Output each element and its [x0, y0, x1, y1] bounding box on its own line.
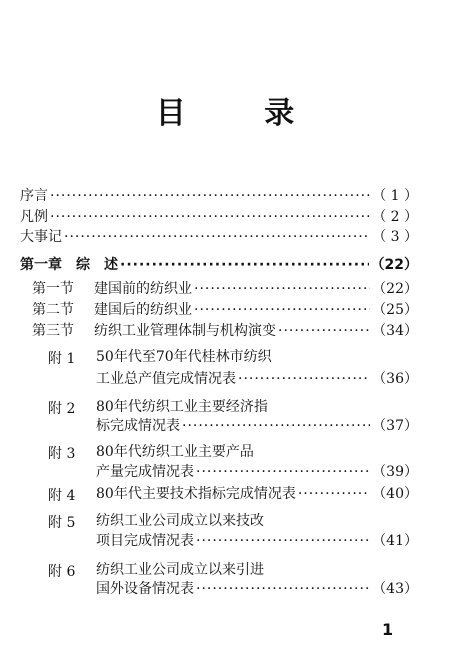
appendix-title-line2: 工业总产值完成情况表: [96, 371, 236, 387]
entry-page: （ 3 ）: [372, 229, 418, 245]
entry-label: 建国后的纺织业: [94, 302, 192, 318]
leader-dots: [194, 280, 370, 298]
entry-page: （22）: [370, 257, 418, 273]
toc-entry-preface: [20, 187, 418, 205]
entry-label: 序言: [20, 188, 48, 204]
appendix-title-line2: 产量完成情况表: [96, 464, 194, 480]
entry-label: 建国前的纺织业: [94, 281, 192, 297]
entry-page: （36）: [372, 371, 418, 387]
appendix-number: 附 5: [48, 515, 76, 531]
appendix-title-line2: 国外设备情况表: [96, 581, 194, 597]
toc-entry-section-1: [32, 280, 418, 298]
entry-label: 纺织工业管理体制与机构演变: [94, 323, 276, 339]
toc-entry-chronicle: [20, 228, 418, 246]
entry-page: （40）: [372, 486, 418, 502]
entry-page: （22）: [372, 281, 418, 297]
toc-entry-appendix-6: [96, 580, 418, 598]
toc-entry-section-2: [32, 301, 418, 319]
section-number: 第一节: [32, 281, 74, 297]
entry-page: （ 1 ）: [372, 188, 418, 204]
entry-page: （25）: [372, 302, 418, 318]
appendix-title-line1: 80年代主要技术指标完成情况表: [96, 486, 296, 502]
entry-page: （39）: [372, 464, 418, 480]
leader-dots: [278, 322, 370, 340]
leader-dots: [50, 187, 370, 205]
toc-entry-appendix-4: [96, 485, 418, 503]
appendix-title-line2: 标完成情况表: [96, 418, 180, 434]
leader-dots: [194, 301, 370, 319]
entry-page: （41）: [372, 533, 418, 549]
leader-dots: [64, 228, 370, 246]
leader-dots: [298, 485, 370, 503]
toc-entry-appendix-3: [96, 463, 418, 481]
leader-dots: [50, 208, 370, 226]
appendix-number: 附 4: [48, 488, 76, 504]
leader-dots: [182, 417, 370, 435]
page-number: 1: [382, 620, 394, 639]
leader-dots: [196, 463, 370, 481]
entry-page: （37）: [372, 418, 418, 434]
entry-label: 凡例: [20, 209, 48, 225]
toc-entry-appendix-2: [96, 417, 418, 435]
appendix-title-line1: 80年代纺织工业主要产品: [96, 444, 254, 460]
toc-entry-appendix-1: [96, 370, 418, 388]
appendix-number: 附 6: [48, 564, 76, 580]
leader-dots: [196, 580, 370, 598]
section-number: 第三节: [32, 323, 74, 339]
entry-page: （43）: [372, 581, 418, 597]
section-number: 第二节: [32, 302, 74, 318]
entry-page: （ 2 ）: [372, 209, 418, 225]
appendix-title-line1: 纺织工业公司成立以来技改: [96, 513, 264, 529]
toc-entry-section-3: [32, 322, 418, 340]
leader-dots: [238, 370, 370, 388]
toc-entry-chapter-1: [20, 256, 418, 274]
leader-dots: [120, 256, 369, 274]
entry-label: 第一章 综 述: [20, 257, 118, 273]
appendix-title-line1: 纺织工业公司成立以来引进: [96, 562, 264, 578]
appendix-title-line2: 项目完成情况表: [96, 533, 194, 549]
leader-dots: [196, 532, 370, 550]
appendix-number: 附 3: [48, 446, 76, 462]
appendix-number: 附 1: [48, 351, 76, 367]
appendix-title-line1: 50年代至70年代桂林市纺织: [96, 349, 272, 365]
appendix-title-line1: 80年代纺织工业主要经济指: [96, 399, 268, 415]
toc-entry-appendix-5: [96, 532, 418, 550]
toc-entry-notes: [20, 208, 418, 226]
entry-label: 大事记: [20, 229, 62, 245]
appendix-number: 附 2: [48, 401, 76, 417]
page-title: 目 录: [155, 96, 329, 131]
entry-page: （34）: [372, 323, 418, 339]
